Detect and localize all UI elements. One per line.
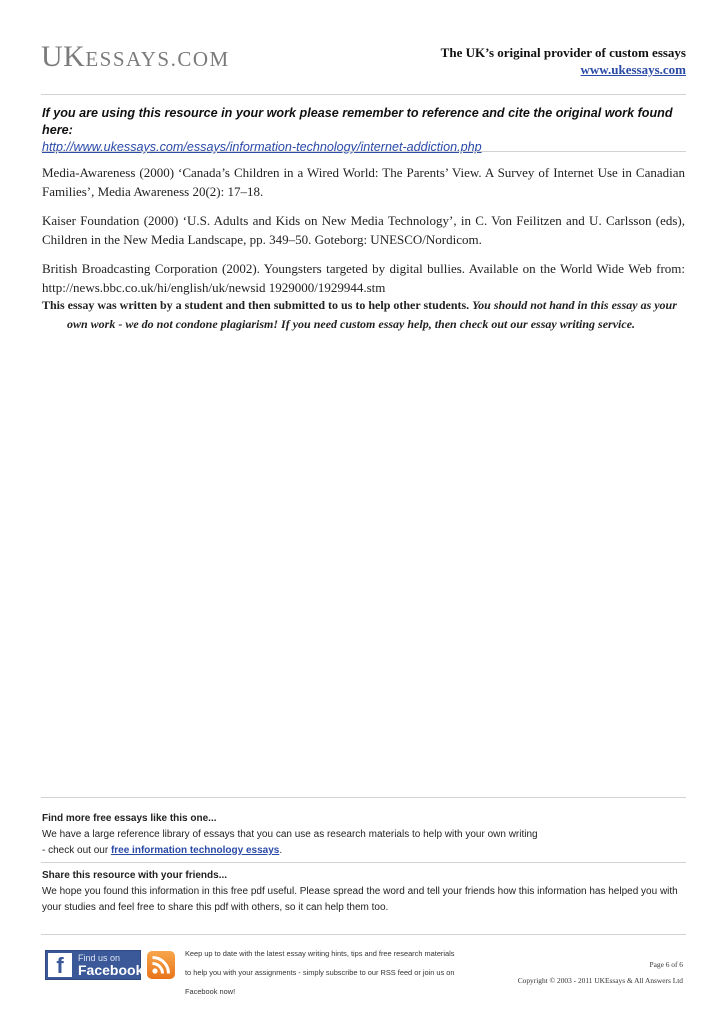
reference-list — [42, 163, 685, 307]
share-divider — [41, 862, 686, 863]
disclaimer-part2b: own work - we do not condone plagiarism! If you need custom essay help, then check out our essay writing service. — [67, 317, 636, 331]
footer-text-line2: to help you with your assignments - simply subscribe to our RSS feed or join us on — [185, 968, 455, 977]
facebook-label: Facebook — [78, 962, 144, 978]
logo-uk: UK — [41, 40, 86, 73]
facebook-logo-icon: f — [48, 953, 72, 977]
facebook-find-us: Find us on — [78, 953, 121, 963]
more-essays-line2 — [42, 843, 687, 859]
citation-url-link[interactable]: http://www.ukessays.com/essays/information-technology/internet-addiction.php — [42, 140, 482, 154]
free-it-essays-link[interactable]: free information technology essays — [110, 845, 280, 856]
share-text: We hope you found this information in this free pdf useful. Please spread the word and tell your friends how this information has helped you with your studies and feel free to share this pdf with others, so it can help them too. — [42, 886, 678, 913]
facebook-button[interactable] — [45, 950, 144, 980]
more-essays-heading: Find more free essays like this one... — [42, 813, 217, 824]
rss-feed-button[interactable] — [147, 951, 175, 979]
citation-notice — [42, 105, 687, 156]
header-tagline-block — [441, 44, 686, 78]
disclaimer-part1: This essay was written by a student and then submitted to us to help other students. — [42, 298, 470, 312]
more-essays-line1: We have a large reference library of essays that you can use as research materials to help with your own writing — [42, 829, 538, 840]
copyright-notice: Copyright © 2003 - 2011 UKEssays & All Answers Ltd — [517, 976, 683, 985]
logo-com: .COM — [170, 47, 230, 71]
disclaimer-part2a: You should not hand in this essay as your — [472, 298, 677, 312]
more-essays-prefix: - check out our — [42, 845, 109, 856]
page-number: Page 6 of 6 — [649, 960, 683, 969]
citation-divider — [41, 151, 686, 152]
share-heading: Share this resource with your friends... — [42, 870, 228, 881]
logo-essays: ESSAYS — [85, 47, 171, 71]
footer-divider — [41, 934, 686, 935]
reference-item: British Broadcasting Corporation (2002). Youngsters targeted by digital bullies. Available on the World Wide Web from: http://news.bbc.co.uk/hi/english/uk/newsid 1929000/1929944.stm — [42, 261, 685, 295]
plagiarism-disclaimer — [42, 296, 685, 334]
more-essays-suffix: . — [279, 845, 283, 856]
share-section — [42, 868, 687, 916]
reference-item: Kaiser Foundation (2000) ‘U.S. Adults and Kids on New Media Technology’, in C. Von Feilitzen and U. Carlsson (eds), Children in the New Media Landscape, pp. 349–50. Goteborg: UNESCO/Nordicom. — [42, 213, 685, 247]
footer-subscribe-text — [185, 944, 475, 1001]
rss-feed-icon — [147, 951, 175, 979]
more-essays-divider — [41, 797, 686, 798]
site-url-link[interactable]: www.ukessays.com — [580, 62, 686, 77]
more-essays-section — [42, 811, 687, 859]
reference-item: Media-Awareness (2000) ‘Canada’s Children in a Wired World: The Parents’ View. A Survey of Internet Use in Canadian Families’, Media Awareness 20(2): 17–18. — [42, 165, 685, 199]
footer-text-line1: Keep up to date with the latest essay writing hints, tips and free research materials — [185, 949, 455, 958]
footer-text-line3: Facebook now! — [185, 987, 236, 996]
tagline: The UK’s original provider of custom essays — [440, 45, 686, 60]
header-divider — [41, 94, 686, 95]
citation-text: If you are using this resource in your work please remember to reference and cite the original work found here: — [42, 106, 673, 137]
site-logo[interactable] — [41, 40, 230, 74]
